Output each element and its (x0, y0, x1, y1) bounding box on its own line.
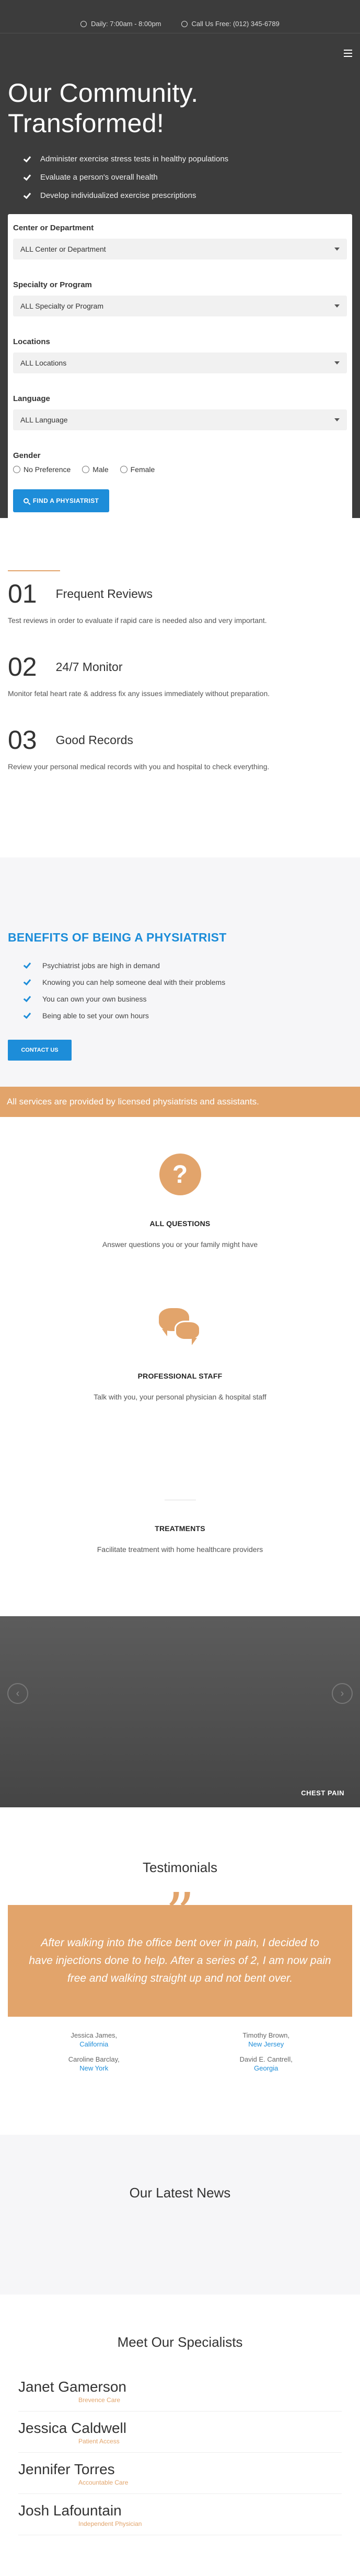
gender-radio-group (13, 465, 347, 474)
step-title: Good Records (55, 733, 133, 747)
feature-item (8, 1458, 352, 1554)
specialist-item[interactable] (18, 2374, 342, 2412)
slider-next-arrow-icon[interactable]: › (332, 1683, 353, 1704)
specialist-role: Independent Physician (78, 2520, 142, 2527)
center-label: Center or Department (13, 224, 94, 232)
check-icon (24, 193, 31, 199)
quote-mark-icon: ” (165, 1880, 195, 1947)
features-section (0, 1117, 360, 1616)
specialists-title: Meet Our Specialists (117, 2334, 243, 2350)
step-title: Frequent Reviews (55, 586, 153, 601)
language-select[interactable]: ALL Language (13, 409, 347, 430)
step-number: 01 (8, 579, 37, 608)
hours-text: Daily: 7:00am - 8:00pm (91, 20, 161, 28)
feature-divider (8, 1458, 352, 1500)
feature-title: ALL QUESTIONS (149, 1219, 211, 1228)
physiatrist-finder-form (8, 214, 352, 523)
step-title: 24/7 Monitor (55, 660, 123, 674)
check-icon (24, 962, 31, 969)
language-label: Language (13, 394, 50, 403)
author-item: David E. Cantrell, Georgia (239, 2055, 293, 2072)
check-icon (24, 156, 31, 162)
list-item: You can own your own business (8, 991, 352, 1007)
top-bar (0, 0, 360, 33)
hero-section (0, 0, 360, 518)
list-item: Being able to set your own hours (8, 1007, 352, 1024)
testimonials-section (0, 1807, 360, 2135)
specialty-select[interactable]: ALL Specialty or Program (13, 296, 347, 316)
check-icon (24, 174, 31, 181)
testimonial-authors (8, 2031, 352, 2072)
step-number: 02 (8, 652, 37, 681)
specialists-section (0, 2295, 360, 2576)
step-text: Monitor fetal heart rate & address fix any issues immediately without preparation. (8, 689, 270, 698)
specialist-role: Accountable Care (78, 2479, 129, 2486)
phone-text[interactable]: Call Us Free: (012) 345-6789 (191, 20, 280, 28)
center-select[interactable]: ALL Center or Department (13, 239, 347, 260)
testimonials-title: Testimonials (142, 1860, 218, 1875)
gender-radio-no-preference[interactable]: No Preference (13, 465, 71, 474)
specialist-name[interactable]: Janet Gamerson (18, 2379, 126, 2395)
specialist-name[interactable]: Jennifer Torres (18, 2461, 115, 2477)
caret-down-icon (334, 418, 340, 421)
step-item (8, 654, 352, 698)
hero-checklist (8, 150, 352, 205)
news-title: Our Latest News (129, 2185, 231, 2201)
latest-news-section (0, 2135, 360, 2295)
specialist-item[interactable] (18, 2457, 342, 2494)
specialist-role: Brevence Care (78, 2396, 121, 2404)
list-item: Psychiatrist jobs are high in demand (8, 957, 352, 974)
hero-title: Our Community. Transformed! (8, 78, 199, 138)
feature-item (8, 1154, 352, 1249)
list-item: Evaluate a person's overall health (8, 168, 352, 186)
gender-radio-female[interactable]: Female (120, 465, 155, 474)
phone-info[interactable] (181, 20, 280, 28)
find-physiatrist-button[interactable]: FIND A PHYSIATRIST (13, 489, 109, 512)
feature-text: Answer questions you or your family might have (102, 1240, 258, 1249)
benefits-title: BENEFITS OF BEING A PHYSIATRIST (8, 931, 227, 944)
check-icon (24, 1013, 31, 1019)
hamburger-menu-icon[interactable] (344, 50, 352, 57)
feature-text: Talk with you, your personal physician & hospital staff (94, 1393, 266, 1401)
gender-radio-male[interactable]: Male (82, 465, 108, 474)
step-item (8, 727, 352, 771)
caret-down-icon (334, 248, 340, 251)
check-icon (24, 996, 31, 1002)
benefits-section (0, 857, 360, 1087)
caret-down-icon (334, 304, 340, 308)
clock-icon (80, 21, 87, 27)
step-text: Test reviews in order to evaluate if rapid care is needed also and very important. (8, 616, 267, 625)
list-item: Knowing you can help someone deal with their problems (8, 974, 352, 991)
locations-select[interactable]: ALL Locations (13, 352, 347, 373)
caret-down-icon (334, 361, 340, 364)
check-icon (24, 979, 31, 985)
search-icon (24, 498, 29, 503)
specialty-label: Specialty or Program (13, 280, 92, 289)
chat-bubbles-icon (157, 1306, 204, 1348)
feature-title: TREATMENTS (155, 1524, 205, 1533)
testimonial-quote: ” After walking into the office bent over in pain, I decided to have injections done to help. After a series of 2, I am now pain free and walking straight up and not bent over. (8, 1905, 352, 2017)
author-item: Caroline Barclay, New York (68, 2055, 120, 2072)
gender-label: Gender (13, 451, 41, 460)
services-banner: All services are provided by licensed physiatrists and assistants. (0, 1087, 360, 1117)
author-item: Timothy Brown, New Jersey (242, 2031, 290, 2048)
feature-item (8, 1306, 352, 1401)
specialist-name[interactable]: Josh Lafountain (18, 2502, 122, 2519)
slide-caption[interactable]: CHEST PAIN (301, 1789, 344, 1797)
locations-label: Locations (13, 337, 50, 346)
image-slider (0, 1616, 360, 1807)
specialist-role: Patient Access (78, 2438, 120, 2445)
specialist-item[interactable] (18, 2416, 342, 2453)
list-item: Develop individualized exercise prescriptions (8, 186, 352, 205)
slider-prev-arrow-icon[interactable]: ‹ (7, 1683, 28, 1704)
nav-row (8, 33, 352, 73)
list-item: Administer exercise stress tests in healthy populations (8, 150, 352, 168)
feature-text: Facilitate treatment with home healthcare providers (97, 1545, 263, 1554)
step-number: 03 (8, 725, 37, 755)
question-icon: ? (159, 1154, 201, 1195)
specialist-name[interactable]: Jessica Caldwell (18, 2420, 126, 2436)
steps-section (0, 518, 360, 857)
step-text: Review your personal medical records with you and hospital to check everything. (8, 762, 270, 771)
phone-icon (181, 21, 188, 27)
step-item (8, 570, 352, 625)
contact-us-button[interactable]: CONTACT US (8, 1040, 72, 1061)
hours-info (80, 20, 161, 28)
benefits-list (8, 957, 352, 1024)
feature-title: PROFESSIONAL STAFF (137, 1372, 223, 1380)
author-item: Jessica James, California (71, 2031, 118, 2048)
specialist-item[interactable] (18, 2498, 342, 2535)
